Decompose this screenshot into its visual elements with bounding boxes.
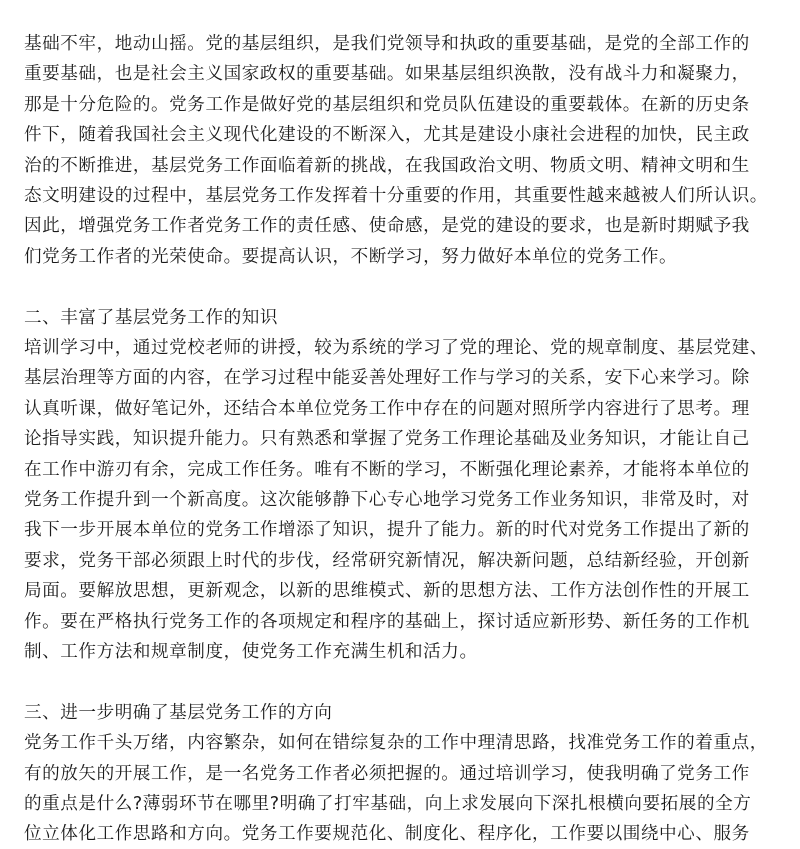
paragraph-line: 的重点是什么?薄弱环节在哪里?明确了打牢基础，向上求发展向下深扎根横向要拓展的全方 (24, 794, 752, 814)
paragraph-line: 那是十分危险的。党务工作是做好党的基层组织和党员队伍建设的重要载体。在新的历史条 (24, 94, 750, 115)
paragraph-line: 论指导实践，知识提升能力。只有熟悉和掌握了党务工作理论基础及业务知识，才能让自己 (24, 429, 750, 450)
paragraph-line: 治的不断推进，基层党务工作面临着新的挑战，在我国政治文明、物质文明、精神文明和生 (24, 155, 750, 176)
paragraph-line: 有的放矢的开展工作，是一名党务工作者必须把握的。通过培训学习，使我明确了党务工作 (24, 763, 750, 784)
paragraph-line: 基层治理等方面的内容，在学习过程中能妥善处理好工作与学习的关系，安下心来学习。除 (24, 368, 750, 389)
paragraph-line: 态文明建设的过程中，基层党务工作发挥着十分重要的作用，其重要性越来越被人们所认识。 (24, 186, 768, 206)
paragraph-line: 党务工作千头万绪，内容繁杂，如何在错综复杂的工作中理清思路，找准党务工作的着重点， (24, 733, 768, 754)
paragraph-line: 件下，随着我国社会主义现代化建设的不断深入，尤其是建设小康社会进程的加快，民主政 (24, 125, 750, 146)
paragraph-line: 局面。要解放思想，更新观念，以新的思维模式、新的思想方法、工作方法创作性的开展工 (24, 581, 750, 602)
paragraph-line: 因此，增强党务工作者党务工作的责任感、使命感，是党的建设的要求，也是新时期赋予我 (24, 216, 750, 237)
paragraph-line: 我下一步开展本单位的党务工作增添了知识，提升了能力。新的时代对党务工作提出了新的 (24, 520, 750, 541)
paragraph-line: 基础不牢，地动山摇。党的基层组织，是我们党领导和执政的重要基础，是党的全部工作的 (24, 34, 750, 54)
blank-line (24, 668, 784, 697)
paragraph-line: 位立体化工作思路和方向。党务工作要规范化、制度化、程序化，工作要以围绕中心、服务 (24, 824, 750, 845)
section-heading: 二、丰富了基层党务工作的知识 (24, 307, 279, 328)
paragraph-line: 重要基础，也是社会主义国家政权的重要基础。如果基层组织涣散，没有战斗力和凝聚力， (24, 64, 750, 85)
paragraph-line: 们党务工作者的光荣使命。要提高认识，不断学习，努力做好本单位的党务工作。 (24, 246, 678, 267)
paragraph-line: 要求，党务干部必须跟上时代的步伐，经常研究新情况，解决新问题，总结新经验，开创新 (24, 550, 750, 571)
paragraph-line: 作。要在严格执行党务工作的各项规定和程序的基础上，探讨适应新形势、新任务的工作机 (24, 611, 750, 632)
paragraph-line: 在工作中游刃有余，完成工作任务。唯有不断的学习，不断强化理论素养，才能将本单位的 (24, 459, 750, 480)
paragraph-line: 制、工作方法和规章制度，使党务工作充满生机和活力。 (24, 642, 478, 662)
paragraph-line: 党务工作提升到一个新高度。这次能够静下心专心地学习党务工作业务知识，非常及时，对 (24, 490, 750, 510)
section-heading: 三、进一步明确了基层党务工作的方向 (24, 702, 333, 723)
paragraph-line: 认真听课，做好笔记外，还结合本单位党务工作中存在的问题对照所学内容进行了思考。理 (24, 398, 750, 419)
blank-line (24, 273, 784, 302)
paragraph-line: 培训学习中，通过党校老师的讲授，较为系统的学习了党的理论、党的规章制度、基层党建、 (24, 338, 768, 358)
